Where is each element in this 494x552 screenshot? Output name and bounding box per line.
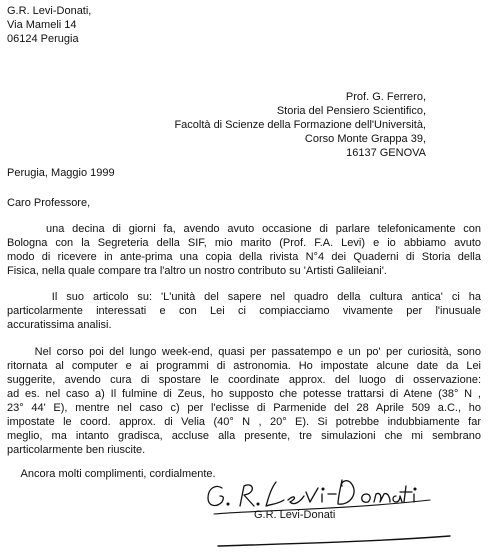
recipient-line: Facoltà di Scienze della Formazione dell'Università,	[174, 119, 426, 131]
paragraph-line: Bologna con la Segreteria della SIF, mio marito (Prof. F.A. Levi) e io abbiamo avuto	[7, 237, 481, 249]
sender-address	[7, 4, 91, 46]
sender-city: 06124 Perugia	[7, 33, 79, 45]
paragraph-line: 23° 44' E), mentre nel caso c) per l'eclisse di Parmenide del 28 Aprile 509 a.C., ho	[7, 402, 481, 414]
sender-street: Via Mameli 14	[7, 19, 77, 31]
closing: Ancora molti complimenti, cordialmente.	[12, 468, 216, 480]
paragraph-line: ritornata al computer e ai programmi di astronomia. Ho impostate alcune date da Lei	[7, 360, 481, 372]
paragraph-line: Nel corso poi del lungo week-end, quasi per passatempo e un po' per curiosità, sono	[7, 346, 481, 358]
paragraph-3	[7, 345, 481, 457]
recipient-line: Prof. G. Ferrero,	[345, 91, 426, 103]
paragraph-line: particolarmente ben riuscite.	[7, 444, 146, 456]
paragraph-line: accuratissima analisi.	[7, 319, 112, 331]
paragraph-line: ad es. nel caso a) Il fulmine di Zeus, ho supposto che potesse trattarsi di Atene (38° N ,	[7, 388, 481, 400]
paragraph-line: modo di ricevere in ante-prima una copia della rivista N°4 dei Quaderni di Storia della	[7, 251, 481, 263]
recipient-line: Storia del Pensiero Scientifico,	[276, 105, 426, 117]
paragraph-line: impostate le coord. approx. di Velia (40° N , 20° E). Si potrebbe indubbiamente far	[7, 416, 481, 428]
recipient-line: 16137 GENOVA	[346, 147, 426, 159]
recipient-address	[174, 90, 426, 160]
paragraph-line: Il suo articolo su: 'L'unità del sapere nel quadro della cultura antica' ci ha	[7, 291, 481, 303]
paragraph-line: meglio, ma intanto gradisca, accluse alla presente, tre simulazioni che mi sembrano	[7, 430, 481, 442]
paragraph-line: Fisica, nella quale compare tra l'altro un nostro contributo su 'Artisti Galileiani'.	[7, 265, 387, 277]
signature-printed-name: G.R. Levi-Donati	[254, 509, 336, 521]
letter-date: Perugia, Maggio 1999	[7, 167, 115, 179]
paragraph-1	[7, 222, 481, 278]
paragraph-line: una decina di giorni fa, avendo avuto occasione di parlare telefonicamente con	[7, 223, 481, 235]
paragraph-line: particolarmente interessati e con Lei ci compiacciamo vivamente per l'inusuale	[7, 305, 481, 317]
paragraph-line: suggerite, avendo cura di spostare le coordinate approx. del luogo di osservazione:	[7, 374, 481, 386]
paragraph-2	[7, 290, 481, 332]
sender-name: G.R. Levi-Donati,	[7, 5, 92, 17]
recipient-line: Corso Monte Grappa 39,	[304, 133, 426, 145]
greeting: Caro Professore,	[7, 197, 91, 209]
